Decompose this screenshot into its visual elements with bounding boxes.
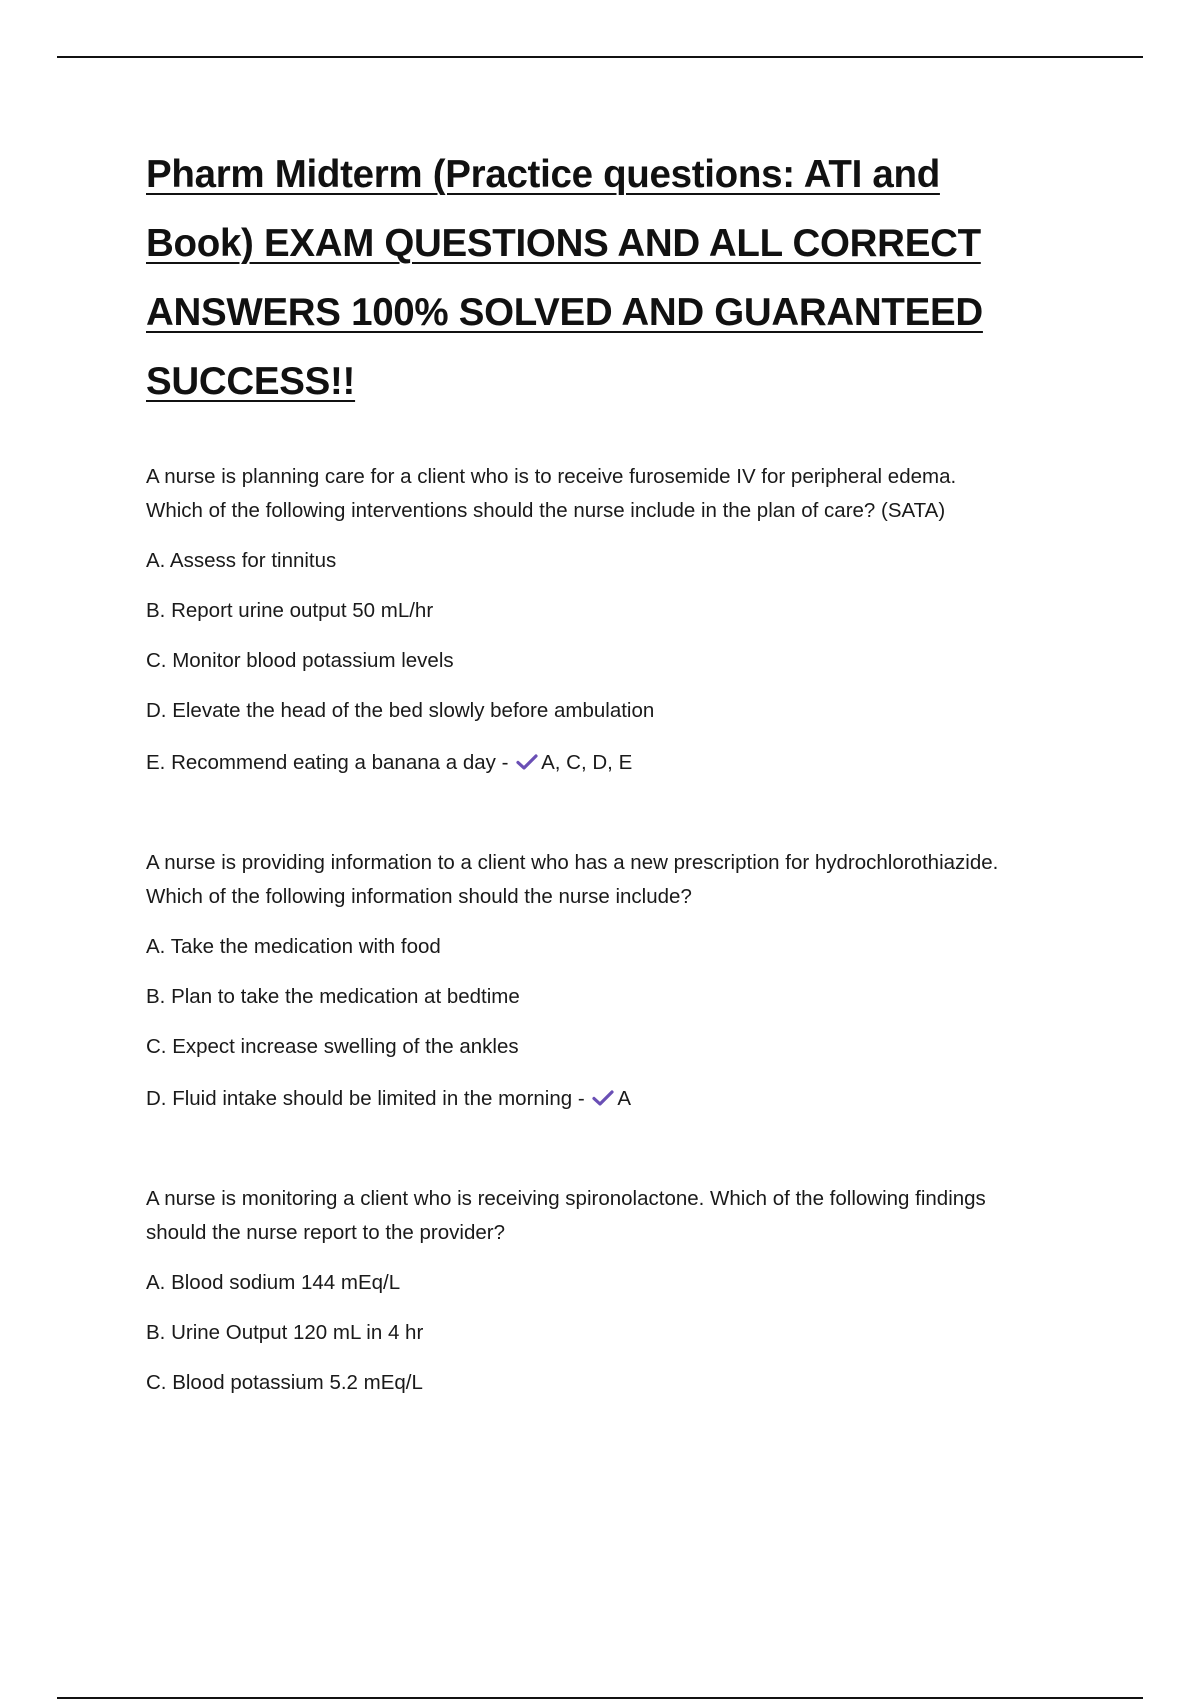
stem-line: A nurse is planning care for a client who is to receive furosemide IV for peripheral edema. — [146, 465, 957, 488]
question-stem — [146, 1182, 1106, 1250]
answer-option-with-key — [146, 1082, 1106, 1116]
correct-answer: A, C, D, E — [541, 751, 633, 774]
checkmark-icon — [592, 1090, 614, 1106]
stem-line: Which of the following interventions should the nurse include in the plan of care? (SATA) — [146, 499, 946, 522]
answer-option: D. Elevate the head of the bed slowly before ambulation — [146, 699, 655, 722]
question-3 — [146, 1182, 1106, 1400]
answer-option-text: E. Recommend eating a banana a day - — [146, 751, 509, 774]
header-rule — [57, 56, 1143, 58]
document-title — [146, 140, 1106, 416]
question-2 — [146, 846, 1106, 1116]
title-line: SUCCESS!! — [146, 360, 356, 403]
question-1 — [146, 460, 1106, 780]
correct-answer: A — [617, 1087, 632, 1110]
stem-line: Which of the following information should the nurse include? — [146, 885, 692, 908]
answer-option: B. Report urine output 50 mL/hr — [146, 599, 434, 622]
document-body — [146, 140, 1106, 1400]
answer-option: C. Monitor blood potassium levels — [146, 649, 454, 672]
answer-option: C. Blood potassium 5.2 mEq/L — [146, 1371, 423, 1394]
answer-option: A. Blood sodium 144 mEq/L — [146, 1271, 401, 1294]
title-line: Book) EXAM QUESTIONS AND ALL CORRECT — [146, 222, 981, 265]
answer-option: A. Take the medication with food — [146, 935, 441, 958]
stem-line: A nurse is monitoring a client who is receiving spironolactone. Which of the following findings — [146, 1187, 986, 1210]
answer-option-with-key — [146, 746, 1106, 780]
checkmark-icon — [516, 754, 538, 770]
footer-rule — [57, 1697, 1143, 1699]
answer-option-text: D. Fluid intake should be limited in the morning - — [146, 1087, 585, 1110]
title-line: Pharm Midterm (Practice questions: ATI and — [146, 153, 940, 196]
title-line: ANSWERS 100% SOLVED AND GUARANTEED — [146, 291, 983, 334]
stem-line: should the nurse report to the provider? — [146, 1221, 505, 1244]
stem-line: A nurse is providing information to a client who has a new prescription for hydrochlorothiazide. — [146, 851, 999, 874]
answer-option: B. Plan to take the medication at bedtime — [146, 985, 520, 1008]
answer-option: B. Urine Output 120 mL in 4 hr — [146, 1321, 424, 1344]
question-stem — [146, 846, 1106, 914]
question-stem — [146, 460, 1106, 528]
answer-option: C. Expect increase swelling of the ankles — [146, 1035, 519, 1058]
answer-option: A. Assess for tinnitus — [146, 549, 337, 572]
